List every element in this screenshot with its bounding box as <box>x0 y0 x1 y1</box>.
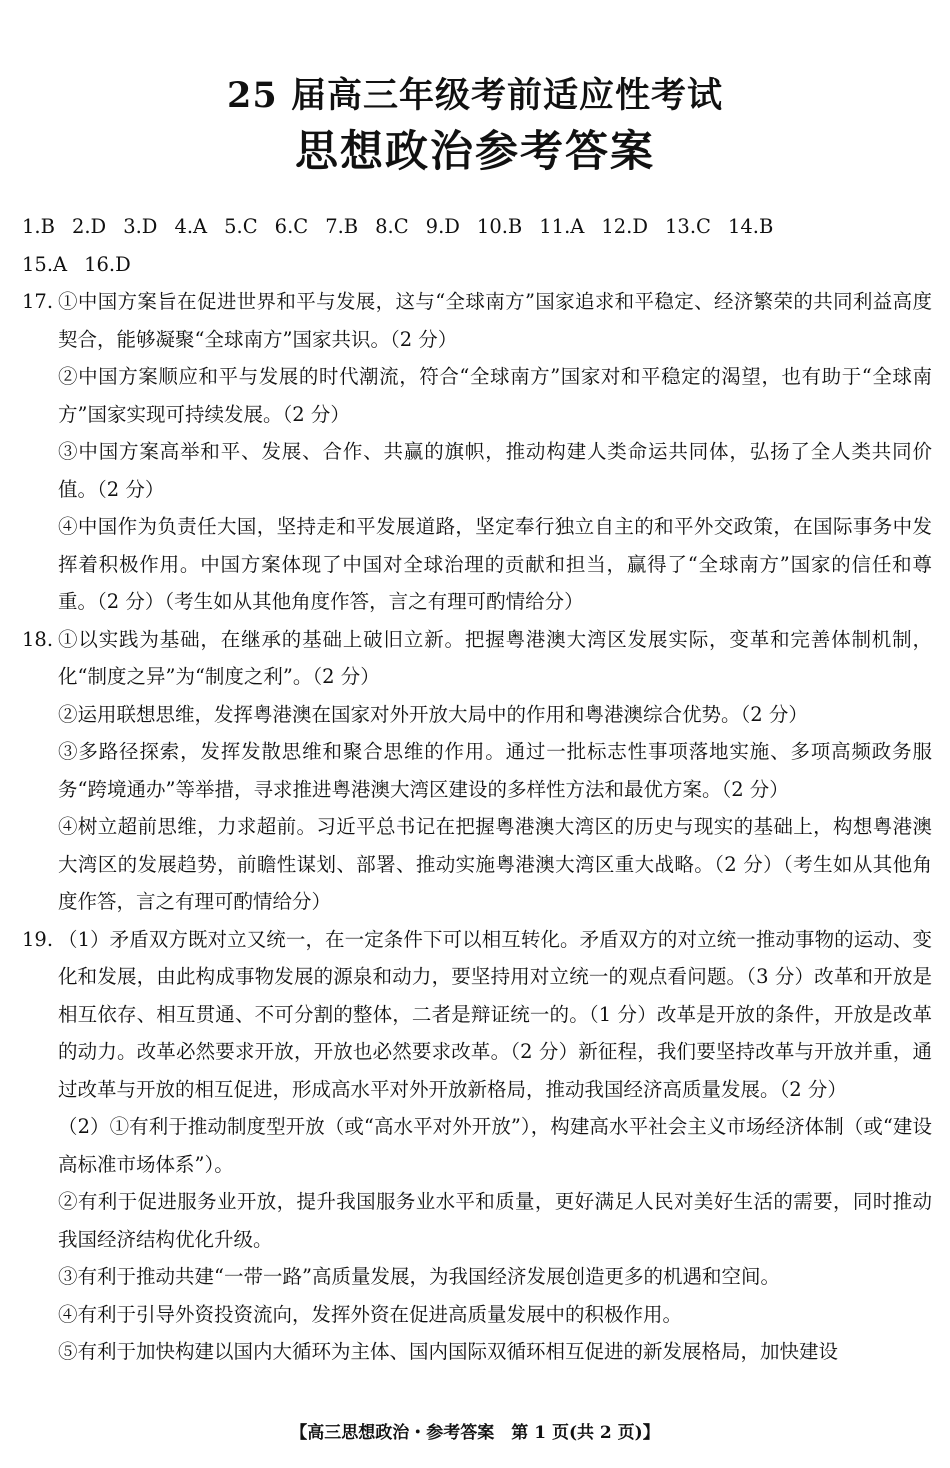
answer-point: ②运用联想思维，发挥粤港澳在国家对外开放大局中的作用和粤港澳综合优势。（2 分） <box>58 702 808 726</box>
question-17-answer <box>22 283 932 621</box>
page-footer: 【高三思想政治・参考答案 第 1 页(共 2 页)】 <box>290 1423 660 1443</box>
answer-point: ①以实践为基础，在继承的基础上破旧立新。把握粤港澳大湾区发展实际，变革和完善体制机制，化“制度之异”为“制度之利”。（2 分） <box>58 627 932 688</box>
mc-answer: 11.A <box>539 215 585 238</box>
answer-point: ④中国作为负责任大国，坚持走和平发展道路，坚定奉行独立自主的和平外交政策，在国际事务中发挥着积极作用。中国方案体现了中国对全球治理的贡献和担当，赢得了“全球南方”国家的信任和尊重。（2 分）（考生如从其他角度作答，言之有理可酌情给分） <box>58 515 932 613</box>
mc-answer: 4.A <box>174 215 208 238</box>
answer-point: ②有利于促进服务业开放，提升我国服务业水平和质量，更好满足人民对美好生活的需要，同时推动我国经济结构优化升级。 <box>58 1190 932 1251</box>
exam-title: 25 届高三年级考前适应性考试 <box>227 75 723 116</box>
mc-answer: 16.D <box>84 252 131 276</box>
mc-answer: 15.A <box>22 252 68 276</box>
question-number: 18. <box>22 627 54 651</box>
question-18-answer <box>22 621 932 921</box>
answer-point: ③中国方案高举和平、发展、合作、共赢的旗帜，推动构建人类命运共同体，弘扬了全人类共同价值。（2 分） <box>58 440 932 501</box>
mc-answer: 9.D <box>425 215 460 238</box>
mc-answers-line-1 <box>22 208 932 246</box>
answer-point: ④树立超前思维，力求超前。习近平总书记在把握粤港澳大湾区的历史与现实的基础上，构想粤港澳大湾区的发展趋势，前瞻性谋划、部署、推动实施粤港澳大湾区重大战略。（2 分）（考生如从其他角度作答，言之有理可酌情给分） <box>58 815 932 913</box>
question-number: 19. <box>22 927 54 951</box>
mc-answer: 10.B <box>476 215 523 238</box>
answer-point: ⑤有利于加快构建以国内大循环为主体、国内国际双循环相互促进的新发展格局，加快建设 <box>58 1340 839 1363</box>
mc-answers-line-2 <box>22 246 932 284</box>
answer-content <box>22 208 932 1371</box>
mc-answer: 5.C <box>224 215 258 238</box>
mc-answer: 6.C <box>274 215 309 238</box>
answer-point: ①中国方案旨在促进世界和平与发展，这与“全球南方”国家追求和平稳定、经济繁荣的共同利益高度契合，能够凝聚“全球南方”国家共识。（2 分） <box>58 290 932 351</box>
answer-point: ③多路径探索，发挥发散思维和聚合思维的作用。通过一批标志性事项落地实施、多项高频政务服务“跨境通办”等举措，寻求推进粤港澳大湾区建设的多样性方法和最优方案。（2 分） <box>58 740 932 801</box>
answer-point: （1）矛盾双方既对立又统一，在一定条件下可以相互转化。矛盾双方的对立统一推动事物的运动、变化和发展，由此构成事物发展的源泉和动力，要坚持用对立统一的观点看问题。（3 分）改革和开放是相互依存、相互贯通、不可分割的整体，二者是辩证统一的。（1 分）改革是开放的条件，开放是改革的动力。改革必然要求开放，开放也必然要求改革。（2 分）新征程，我们要坚持改革与开放并重，通过改革与开放的相互促进，形成高水平对外开放新格局，推动我国经济高质量发展。（2 分） <box>58 927 932 1101</box>
mc-answer: 3.D <box>123 215 158 238</box>
mc-answer: 7.B <box>325 215 359 238</box>
question-19-answer <box>22 921 932 1371</box>
answer-point: ③有利于推动共建“一带一路”高质量发展，为我国经济发展创造更多的机遇和空间。 <box>58 1265 780 1288</box>
answer-point: （2）①有利于推动制度型开放（或“高水平对外开放”），构建高水平社会主义市场经济体制（或“建设高标准市场体系”）。 <box>58 1115 932 1176</box>
document-subtitle: 思想政治参考答案 <box>295 127 655 177</box>
mc-answer: 14.B <box>727 215 774 238</box>
answer-point: ②中国方案顺应和平与发展的时代潮流，符合“全球南方”国家对和平稳定的渴望，也有助于“全球南方”国家实现可持续发展。（2 分） <box>58 365 932 426</box>
mc-answer: 13.C <box>665 215 711 238</box>
mc-answer: 12.D <box>601 215 648 238</box>
mc-answer: 1.B <box>22 215 55 238</box>
mc-answer: 2.D <box>71 215 107 238</box>
answer-point: ④有利于引导外资投资流向，发挥外资在促进高质量发展中的积极作用。 <box>58 1302 683 1326</box>
question-number: 17. <box>22 290 54 313</box>
mc-answer: 8.C <box>375 215 409 238</box>
